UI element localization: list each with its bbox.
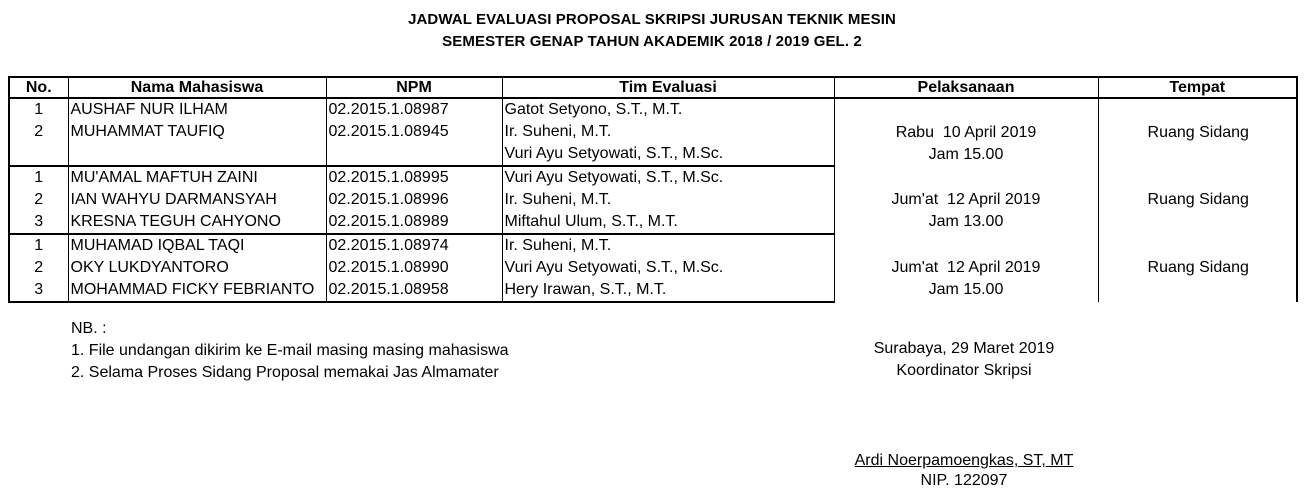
cell-no: 2 xyxy=(9,257,68,279)
cell-tim: Vuri Ayu Setyowati, S.T., M.Sc. xyxy=(502,166,834,189)
cell-tim: Miftahul Ulum, S.T., M.T. xyxy=(502,211,834,234)
signature-role: Koordinator Skripsi xyxy=(896,362,1032,379)
cell-pelaksanaan xyxy=(834,98,1098,166)
header-tim: Tim Evaluasi xyxy=(502,77,834,98)
header-pelaksanaan: Pelaksanaan xyxy=(834,77,1098,98)
signature-name: Ardi Noerpamoengkas, ST, MT xyxy=(854,452,1074,469)
table-row xyxy=(9,98,1297,121)
pelaksanaan-time: Jam 15.00 xyxy=(928,281,1004,298)
cell-nama: MUHAMAD IQBAL TAQI xyxy=(68,234,326,257)
table-row xyxy=(9,234,1297,257)
cell-tim: Ir. Suheni, M.T. xyxy=(502,121,834,143)
signature-place-date: Surabaya, 29 Maret 2019 xyxy=(873,340,1055,357)
cell-tempat: Ruang Sidang xyxy=(1098,166,1297,234)
document-title: JADWAL EVALUASI PROPOSAL SKRIPSI JURUSAN TEKNIK MESIN xyxy=(408,11,896,28)
cell-tempat: Ruang Sidang xyxy=(1098,98,1297,166)
cell-no: 1 xyxy=(9,98,68,121)
cell-npm: 02.2015.1.08974 xyxy=(326,234,502,257)
schedule-table xyxy=(8,76,1298,303)
cell-nama: MOHAMMAD FICKY FEBRIANTO xyxy=(68,279,326,302)
cell-tempat: Ruang Sidang xyxy=(1098,234,1297,302)
cell-npm: 02.2015.1.08945 xyxy=(326,121,502,143)
pelaksanaan-time: Jam 13.00 xyxy=(928,213,1004,230)
cell-pelaksanaan xyxy=(834,234,1098,302)
header-no: No. xyxy=(9,77,68,98)
header-nama: Nama Mahasiswa xyxy=(68,77,326,98)
note-item: 1. File undangan dikirim ke E-mail masing masing mahasiswa xyxy=(71,342,509,359)
cell-nama: MU'AMAL MAFTUH ZAINI xyxy=(68,166,326,189)
cell-npm xyxy=(326,143,502,166)
header-npm: NPM xyxy=(326,77,502,98)
cell-tim: Vuri Ayu Setyowati, S.T., M.Sc. xyxy=(502,143,834,166)
cell-tim: Ir. Suheni, M.T. xyxy=(502,189,834,211)
cell-no: 2 xyxy=(9,121,68,143)
cell-tim: Hery Irawan, S.T., M.T. xyxy=(502,279,834,302)
cell-nama: KRESNA TEGUH CAHYONO xyxy=(68,211,326,234)
cell-nama xyxy=(68,143,326,166)
cell-no: 1 xyxy=(9,166,68,189)
table-row xyxy=(9,166,1297,189)
notes-section xyxy=(71,318,509,384)
cell-npm: 02.2015.1.08995 xyxy=(326,166,502,189)
note-item: 2. Selama Proses Sidang Proposal memakai Jas Almamater xyxy=(71,364,499,381)
cell-npm: 02.2015.1.08990 xyxy=(326,257,502,279)
cell-tim: Vuri Ayu Setyowati, S.T., M.Sc. xyxy=(502,257,834,279)
pelaksanaan-time: Jam 15.00 xyxy=(928,145,1004,163)
cell-tim: Ir. Suheni, M.T. xyxy=(502,234,834,257)
pelaksanaan-date: Jum'at 12 April 2019 xyxy=(891,191,1041,208)
pelaksanaan-date: Rabu 10 April 2019 xyxy=(895,123,1037,141)
table-header-row xyxy=(9,77,1297,98)
cell-nama: MUHAMMAT TAUFIQ xyxy=(68,121,326,143)
cell-tim: Gatot Setyono, S.T., M.T. xyxy=(502,98,834,121)
cell-nama: AUSHAF NUR ILHAM xyxy=(68,98,326,121)
cell-no: 3 xyxy=(9,211,68,234)
cell-pelaksanaan xyxy=(834,166,1098,234)
document-subtitle: SEMESTER GENAP TAHUN AKADEMIK 2018 / 2019 GEL. 2 xyxy=(442,33,862,50)
pelaksanaan-date: Jum'at 12 April 2019 xyxy=(891,259,1041,276)
header-tempat: Tempat xyxy=(1098,77,1297,98)
cell-nama: OKY LUKDYANTORO xyxy=(68,257,326,279)
cell-npm: 02.2015.1.08958 xyxy=(326,279,502,302)
cell-no: 3 xyxy=(9,279,68,302)
cell-npm: 02.2015.1.08987 xyxy=(326,98,502,121)
cell-no xyxy=(9,143,68,166)
cell-nama: IAN WAHYU DARMANSYAH xyxy=(68,189,326,211)
cell-no: 2 xyxy=(9,189,68,211)
notes-heading: NB. : xyxy=(71,320,107,337)
cell-no: 1 xyxy=(9,234,68,257)
cell-npm: 02.2015.1.08989 xyxy=(326,211,502,234)
cell-npm: 02.2015.1.08996 xyxy=(326,189,502,211)
signature-nip: NIP. 122097 xyxy=(920,472,1008,489)
